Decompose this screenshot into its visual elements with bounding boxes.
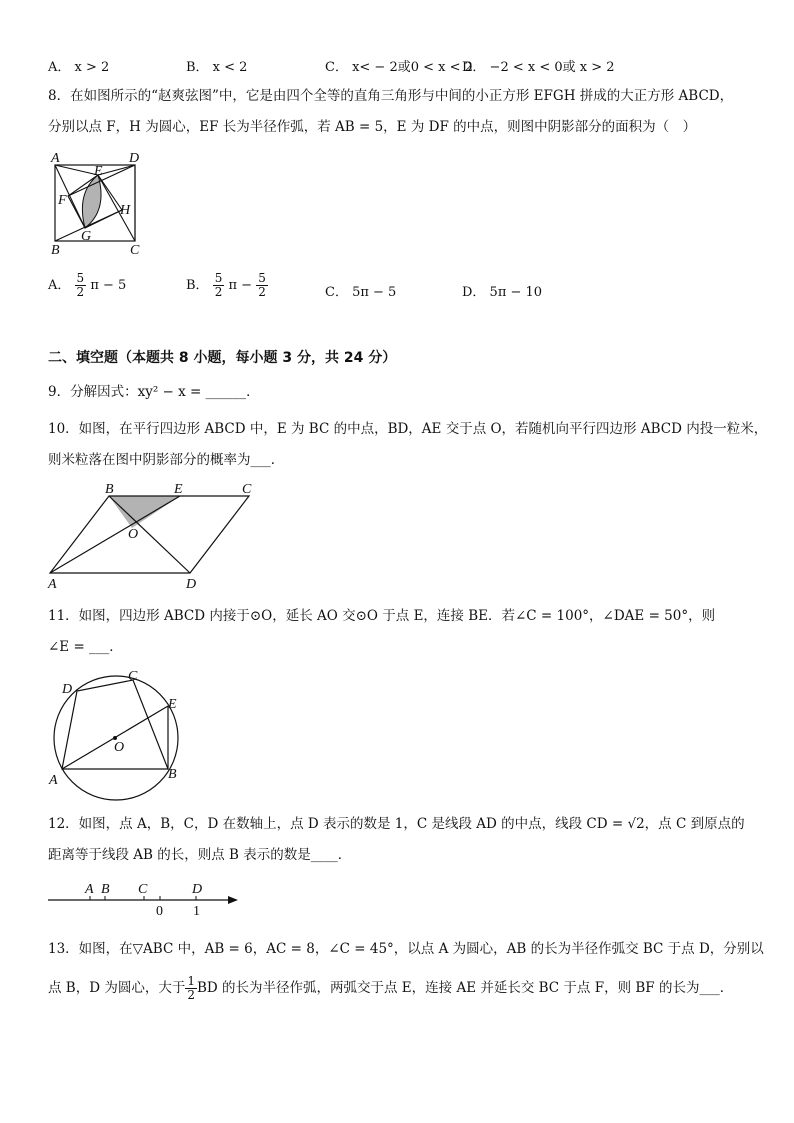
q8-text-line2: 分别以点 F，H 为圆心，EF 长为半径作弧，若 AB = 5，E 为 DF 的中点，则图中阴影部分的面积为（ ） (48, 119, 697, 135)
tick-label-zero: 0 (156, 904, 163, 919)
arrow-head (228, 896, 238, 904)
q12-text-line2: 距离等于线段 AB 的长，则点 B 表示的数是____． (48, 847, 352, 863)
label-E: E (168, 697, 177, 712)
q10-text-line1: 10．如图，在平行四边形 ABCD 中，E 为 BC 的中点，BD，AE 交于点 O，若随机向平行四边形 ABCD 内投一粒米， (48, 421, 768, 437)
label-H: H (120, 203, 131, 218)
q8-option-b: B． $\frac{5}{2}$ π − $\frac{5}{2}$ (186, 271, 266, 299)
q10-figure-parallelogram (44, 478, 264, 590)
label-G: G (81, 229, 92, 244)
label-A: A (85, 882, 94, 897)
q8-option-c: C． 5π − 5 (325, 285, 397, 300)
shaded-lens (82, 175, 101, 228)
q11-text-line2: ∠E = ___． (48, 639, 123, 655)
q8-option-d: D． 5π − 10 (462, 285, 543, 300)
label-B: B (105, 482, 114, 497)
q9-text: 9．分解因式：xy² − x = ______． (48, 384, 260, 400)
q7-option-d: D． −2 < x < 0或 x > 2 (462, 60, 615, 75)
label-O: O (128, 527, 139, 542)
segment-ae (50, 496, 180, 573)
q7-option-a: A． x > 2 (48, 60, 110, 75)
section-heading-fill-blanks: 二、填空题（本题共 8 小题，每小题 3 分，共 24 分） (48, 350, 397, 366)
q13-text-line2: 点 B，D 为圆心，大于 $\frac{1}{2}$ BD 的长为半径作弧，两弧交于点 E，连接 AE 并延长交 BC 于点 F，则 BF 的长为___． (48, 974, 734, 1002)
label-C: C (242, 482, 252, 497)
q8-figure-zhaoshuang (46, 148, 146, 260)
label-D: D (186, 577, 197, 590)
tick-label-one: 1 (193, 904, 200, 919)
shaded-triangle-boe (109, 496, 180, 528)
label-F: F (58, 193, 67, 208)
label-A: A (49, 773, 58, 788)
q7-option-b: B． x < 2 (186, 60, 248, 75)
label-B: B (101, 882, 110, 897)
label-A: A (48, 577, 57, 590)
label-A: A (51, 151, 60, 166)
q8-option-a: A． $\frac{5}{2}$ π − 5 (48, 271, 127, 299)
quadrilateral-abcd (62, 680, 168, 769)
q10-text-line2: 则米粒落在图中阴影部分的概率为___． (48, 452, 285, 468)
label-B: B (168, 767, 177, 782)
q13-text-line1: 13．如图，在▽ABC 中，AB = 6，AC = 8，∠C = 45°，以点 A 为圆心，AB 的长为半径作弧交 BC 于点 D，分别以 (48, 941, 764, 957)
label-D: D (129, 151, 140, 166)
label-C: C (130, 243, 140, 258)
label-O: O (114, 740, 125, 755)
label-E: E (174, 482, 183, 497)
label-B: B (51, 243, 60, 258)
label-E: E (94, 164, 103, 179)
q7-option-c: C． x< − 2或0 < x < 2 (325, 60, 473, 75)
label-C: C (138, 882, 148, 897)
q11-figure-circle (44, 666, 194, 806)
label-D: D (192, 882, 203, 897)
q8-text-line1: 8．在如图所示的“赵爽弦图”中，它是由四个全等的直角三角形与中间的小正方形 EFGH 拼成的大正方形 ABCD， (48, 88, 734, 104)
q12-text-line1: 12．如图，点 A，B，C，D 在数轴上，点 D 表示的数是 1，C 是线段 AD 的中点，线段 CD = √2，点 C 到原点的 (48, 816, 745, 832)
q12-figure-number-line (44, 878, 244, 920)
label-C: C (128, 669, 138, 684)
q11-text-line1: 11．如图，四边形 ABCD 内接于⊙O，延长 AO 交⊙O 于点 E，连接 BE．若∠C = 100°，∠DAE = 50°，则 (48, 608, 716, 624)
label-D: D (62, 682, 73, 697)
